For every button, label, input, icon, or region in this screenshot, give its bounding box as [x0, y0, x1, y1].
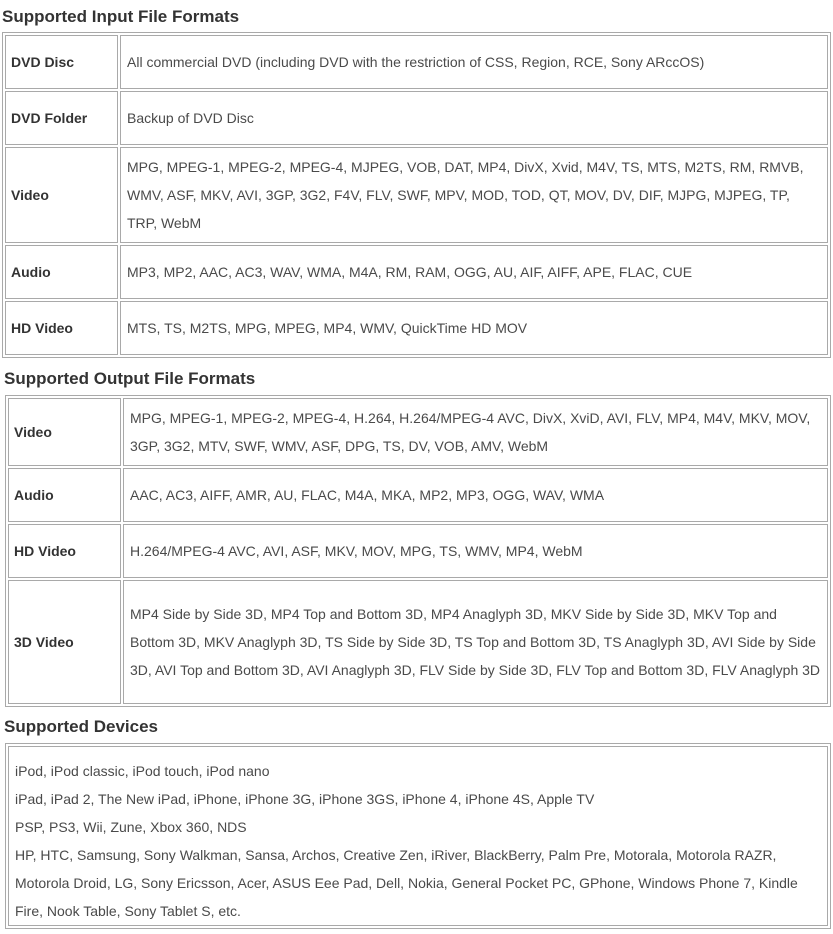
device-line: iPod, iPod classic, iPod touch, iPod nano: [15, 763, 270, 779]
row-label: DVD Disc: [5, 35, 118, 89]
table-row: [5, 147, 828, 243]
row-value: All commercial DVD (including DVD with the restriction of CSS, Region, RCE, Sony ARccOS): [120, 35, 828, 89]
device-line: HP, HTC, Samsung, Sony Walkman, Sansa, Archos, Creative Zen, iRiver, BlackBerry, Palm Pre, Motorala, Motorola RAZR, Motorola Droid, LG, Sony Ericsson, Acer, ASUS Eee Pad, Dell, Nokia, General Pocket PC, GPhone, Windows Phone 7, Kindle Fire, Nook Table, Sony Tablet S, etc.: [15, 847, 798, 919]
device-line: iPad, iPad 2, The New iPad, iPhone, iPhone 3G, iPhone 3GS, iPhone 4, iPhone 4S, Apple TV: [15, 791, 595, 807]
row-value: H.264/MPEG-4 AVC, AVI, ASF, MKV, MOV, MPG, TS, WMV, MP4, WebM: [123, 524, 828, 578]
row-label: Audio: [8, 468, 121, 522]
output-formats-title: Supported Output File Formats: [4, 369, 256, 388]
row-value: MP3, MP2, AAC, AC3, WAV, WMA, M4A, RM, RAM, OGG, AU, AIF, AIFF, APE, FLAC, CUE: [120, 245, 828, 299]
table-row: [5, 91, 828, 145]
row-value: MPG, MPEG-1, MPEG-2, MPEG-4, MJPEG, VOB, DAT, MP4, DivX, Xvid, M4V, TS, MTS, M2TS, RM, RMVB, WMV, ASF, MKV, AVI, 3GP, 3G2, F4V, FLV, SWF, MPV, MOD, TOD, QT, MOV, DV, DIF, MJPG, MJPEG, TP, TRP, WebM: [120, 147, 828, 243]
row-value: MTS, TS, M2TS, MPG, MPEG, MP4, WMV, QuickTime HD MOV: [120, 301, 828, 355]
row-label: DVD Folder: [5, 91, 118, 145]
row-label: Audio: [5, 245, 118, 299]
row-label: HD Video: [5, 301, 118, 355]
table-row: [5, 35, 828, 89]
table-row: [8, 580, 828, 704]
row-value: MP4 Side by Side 3D, MP4 Top and Bottom 3D, MP4 Anaglyph 3D, MKV Side by Side 3D, MKV Top and Bottom 3D, MKV Anaglyph 3D, TS Side by Side 3D, TS Top and Bottom 3D, TS Anaglyph 3D, AVI Side by Side 3D, AVI Top and Bottom 3D, AVI Anaglyph 3D, FLV Side by Side 3D, FLV Top and Bottom 3D, FLV Anaglyph 3D: [123, 580, 828, 704]
row-label: 3D Video: [8, 580, 121, 704]
row-label: Video: [5, 147, 118, 243]
devices-box: [5, 743, 831, 929]
row-label: HD Video: [8, 524, 121, 578]
table-row: [5, 245, 828, 299]
row-value: Backup of DVD Disc: [120, 91, 828, 145]
input-formats-table: [2, 32, 831, 358]
table-row: [5, 301, 828, 355]
table-row: [8, 468, 828, 522]
row-value: AAC, AC3, AIFF, AMR, AU, FLAC, M4A, MKA, MP2, MP3, OGG, WAV, WMA: [123, 468, 828, 522]
output-formats-table: [5, 395, 831, 707]
table-row: [8, 524, 828, 578]
table-row: [8, 398, 828, 466]
row-value: MPG, MPEG-1, MPEG-2, MPEG-4, H.264, H.264/MPEG-4 AVC, DivX, XviD, AVI, FLV, MP4, M4V, MKV, MOV, 3GP, 3G2, MTV, SWF, WMV, ASF, DPG, TS, DV, VOB, AMV, WebM: [123, 398, 828, 466]
input-formats-title: Supported Input File Formats: [2, 7, 240, 26]
row-label: Video: [8, 398, 121, 466]
device-line: PSP, PS3, Wii, Zune, Xbox 360, NDS: [15, 819, 247, 835]
devices-list: [8, 746, 828, 926]
devices-title: Supported Devices: [4, 717, 158, 736]
